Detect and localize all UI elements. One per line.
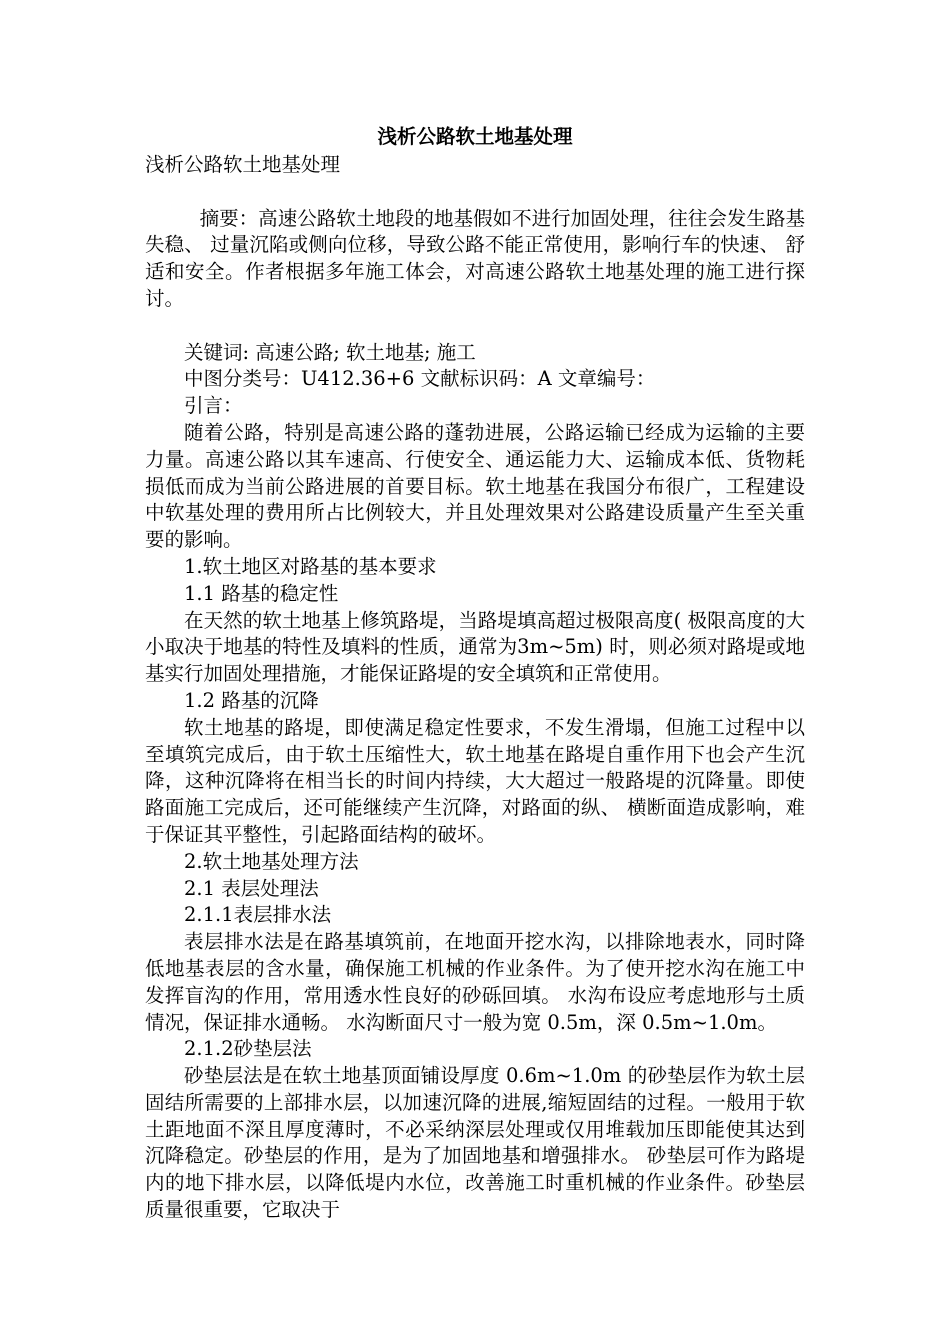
section-heading-2: 2.软土地基处理方法 [184,849,359,873]
keywords-line: 关键词: 高速公路; 软土地基; 施工 [184,340,476,364]
section-heading-1: 1.软土地区对路基的基本要求 [184,554,437,578]
section-2-1-2-paragraph: 砂垫层法是在软土地基顶面铺设厚度 0.6m~1.0m 的砂垫层作为软土层固结所需要的上部排水层，以加速沉降的进展,缩短固结的过程。一般用于软土距地面不深且厚度薄时，不必采纳深层处理或仅用堆载加压即能使其达到沉降稳定。砂垫层的作用，是为了加固地基和增强排水。 砂垫层可作为路堤内的地下排水层，以降低堤内水位，改善施工时重机械的作业条件。砂垫层质量很重要，它取决于 [145,1064,805,1222]
section-1-1-paragraph: 在天然的软土地基上修筑路堤，当路堤填高超过极限高度( 极限高度的大小取决于地基的特性及填料的性质，通常为3m~5m) 时，则必须对路堤或地基实行加固处理措施，才能保证路堤的安全填筑和正常使用。 [145,608,805,686]
document-title: 浅析公路软土地基处理 [377,125,573,148]
classification-line: 中图分类号：U412.36+6 文献标识码：A 文章编号： [184,367,656,391]
section-2-1-1-paragraph: 表层排水法是在路基填筑前，在地面开挖水沟，以排除地表水，同时降低地基表层的含水量，确保施工机械的作业条件。为了使开挖水沟在施工中发挥盲沟的作用，常用透水性良好的砂砾回填。 水沟布设应考虑地形与土质情况，保证排水通畅。 水沟断面尺寸一般为宽 0.5m，深 0.5m~1.0m。 [145,930,805,1034]
section-heading-2-1-2: 2.1.2砂垫层法 [184,1037,312,1061]
section-1-2-paragraph: 软土地基的路堤，即使满足稳定性要求，不发生滑塌，但施工过程中以至填筑完成后，由于软土压缩性大，软土地基在路堤自重作用下也会产生沉降，这种沉降将在相当长的时间内持续，大大超过一般路堤的沉降量。即使路面施工完成后，还可能继续产生沉降，对路面的纵、 横断面造成影响，难于保证其平整性，引起路面结构的破坏。 [145,715,805,846]
intro-heading: 引言： [184,394,243,418]
section-heading-1-2: 1.2 路基的沉降 [184,688,319,712]
blank-line [145,179,805,206]
document-subtitle: 浅析公路软土地基处理 [145,153,341,176]
intro-paragraph: 随着公路，特别是高速公路的蓬勃进展，公路运输已经成为运输的主要力量。高速公路以其车速高、行使安全、通运能力大、运输成本低、货物耗损低而成为当前公路进展的首要目标。软土地基在我国分布很广，工程建设中软基处理的费用所占比例较大，并且处理效果对公路建设质量产生至关重要的影响。 [145,420,805,552]
section-heading-2-1-1: 2.1.1表层排水法 [184,903,332,927]
document-page [145,122,805,1224]
section-heading-1-1: 1.1 路基的稳定性 [184,581,339,605]
section-heading-2-1: 2.1 表层处理法 [184,876,319,900]
abstract-paragraph: 摘要：高速公路软土地段的地基假如不进行加固处理，往往会发生路基失稳、 过量沉陷或侧向位移，导致公路不能正常使用，影响行车的快速、 舒适和安全。作者根据多年施工体会，对高速公路软土地基处理的施工进行探讨。 [145,206,805,310]
blank-line [145,313,805,340]
